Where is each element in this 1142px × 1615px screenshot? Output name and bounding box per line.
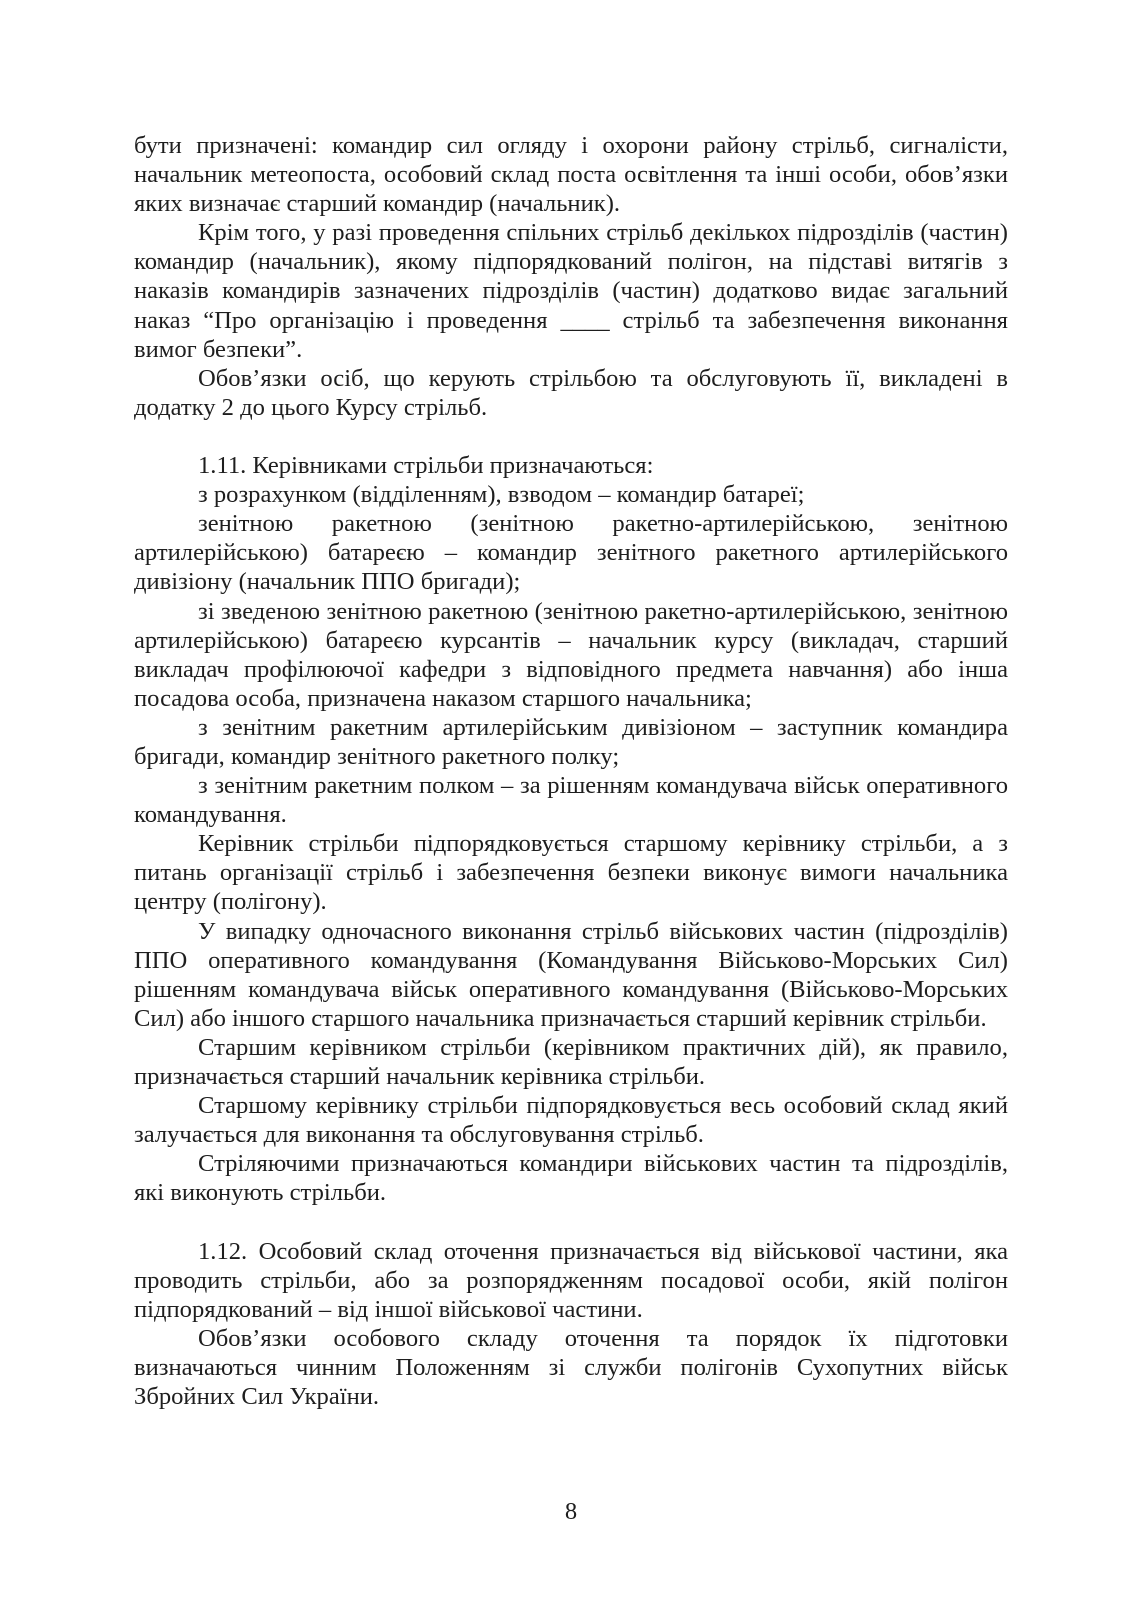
list-item-regiment: з зенітним ракетним полком – за рішенням командувача військ оперативного командування. (134, 772, 1008, 829)
paragraph-personnel-subordination: Старшому керівнику стрільби підпорядковується весь особовий склад який залучається для виконання та обслуговування стрільб. (134, 1092, 1008, 1149)
list-item-cadet-battery: зі зведеною зенітною ракетною (зенітною ракетно-артилерійською, зенітною артилерійською) батареєю курсантів – начальник курсу (викладач, старший викладач профілюючої кафедри з відповідного предмета навчання) або інша посадова особа, призначена наказом старшого начальника; (134, 597, 1008, 712)
paragraph-cordon-duties: Обов’язки особового складу оточення та порядок їх підготовки визначаються чинним Положенням зі служби полігонів Сухопутних військ Збройних Сил України. (134, 1324, 1008, 1411)
list-item-platoon: з розрахунком (відділенням), взводом – командир батареї; (198, 481, 805, 509)
paragraph-joint-firing-order: Крім того, у разі проведення спільних стрільб декількох підрозділів (частин) командир (начальник), якому підпорядкований полігон, на підставі витягів з наказів командирів зазначених підрозділів (частин) додатково видає загальний наказ “Про організацію і проведення ____ стрільб та забезпечення виконання вимог безпеки”. (134, 219, 1008, 363)
page-body (134, 131, 1008, 1411)
section-heading-1-12: 1.12. Особовий склад оточення призначається від військової частини, яка проводить стрільби, або за розпорядженням посадової особи, якій полігон підпорядкований – від іншої військової частини. (134, 1237, 1008, 1323)
paragraph-simultaneous-firing: У випадку одночасного виконання стрільб військових частин (підрозділів) ППО оперативного командування (Командування Військово-Морських Сил) рішенням командувача військ оперативного командування (Військово-Морських Сил) або іншого старшого начальника призначається старший керівник стрільби. (134, 917, 1008, 1032)
section-heading-1-11: 1.11. Керівниками стрільби призначаються: (198, 452, 654, 480)
page-number: 8 (564, 1498, 578, 1525)
list-item-battery: зенітною ракетною (зенітною ракетно-артилерійською, зенітною артилерійською) батареєю – командир зенітного ракетного артилерійського дивізіону (начальник ППО бригади); (134, 510, 1008, 596)
list-item-division: з зенітним ракетним артилерійським дивізіоном – заступник командира бригади, командир зенітного ракетного полку; (134, 713, 1008, 770)
paragraph-senior-director: Старшим керівником стрільби (керівником практичних дій), як правило, призначається старший начальник керівника стрільби. (134, 1033, 1008, 1090)
paragraph-duties-appendix: Обов’язки осіб, що керують стрільбою та обслуговують її, викладені в додатку 2 до цього Курсу стрільб. (134, 364, 1008, 421)
paragraph-shooters: Стріляючими призначаються командири військових частин та підрозділів, які виконують стрільби. (134, 1150, 1008, 1207)
paragraph-director-subordination: Керівник стрільби підпорядковується старшому керівнику стрільби, а з питань організації стрільб і забезпечення безпеки виконує вимоги начальника центру (полігону). (134, 830, 1008, 916)
paragraph-continuation-appointees: бути призначені: командир сил огляду і охорони району стрільб, сигналісти, начальник метеопоста, особовий склад поста освітлення та інші особи, обов’язки яких визначає старший командир (начальник). (134, 132, 1008, 218)
